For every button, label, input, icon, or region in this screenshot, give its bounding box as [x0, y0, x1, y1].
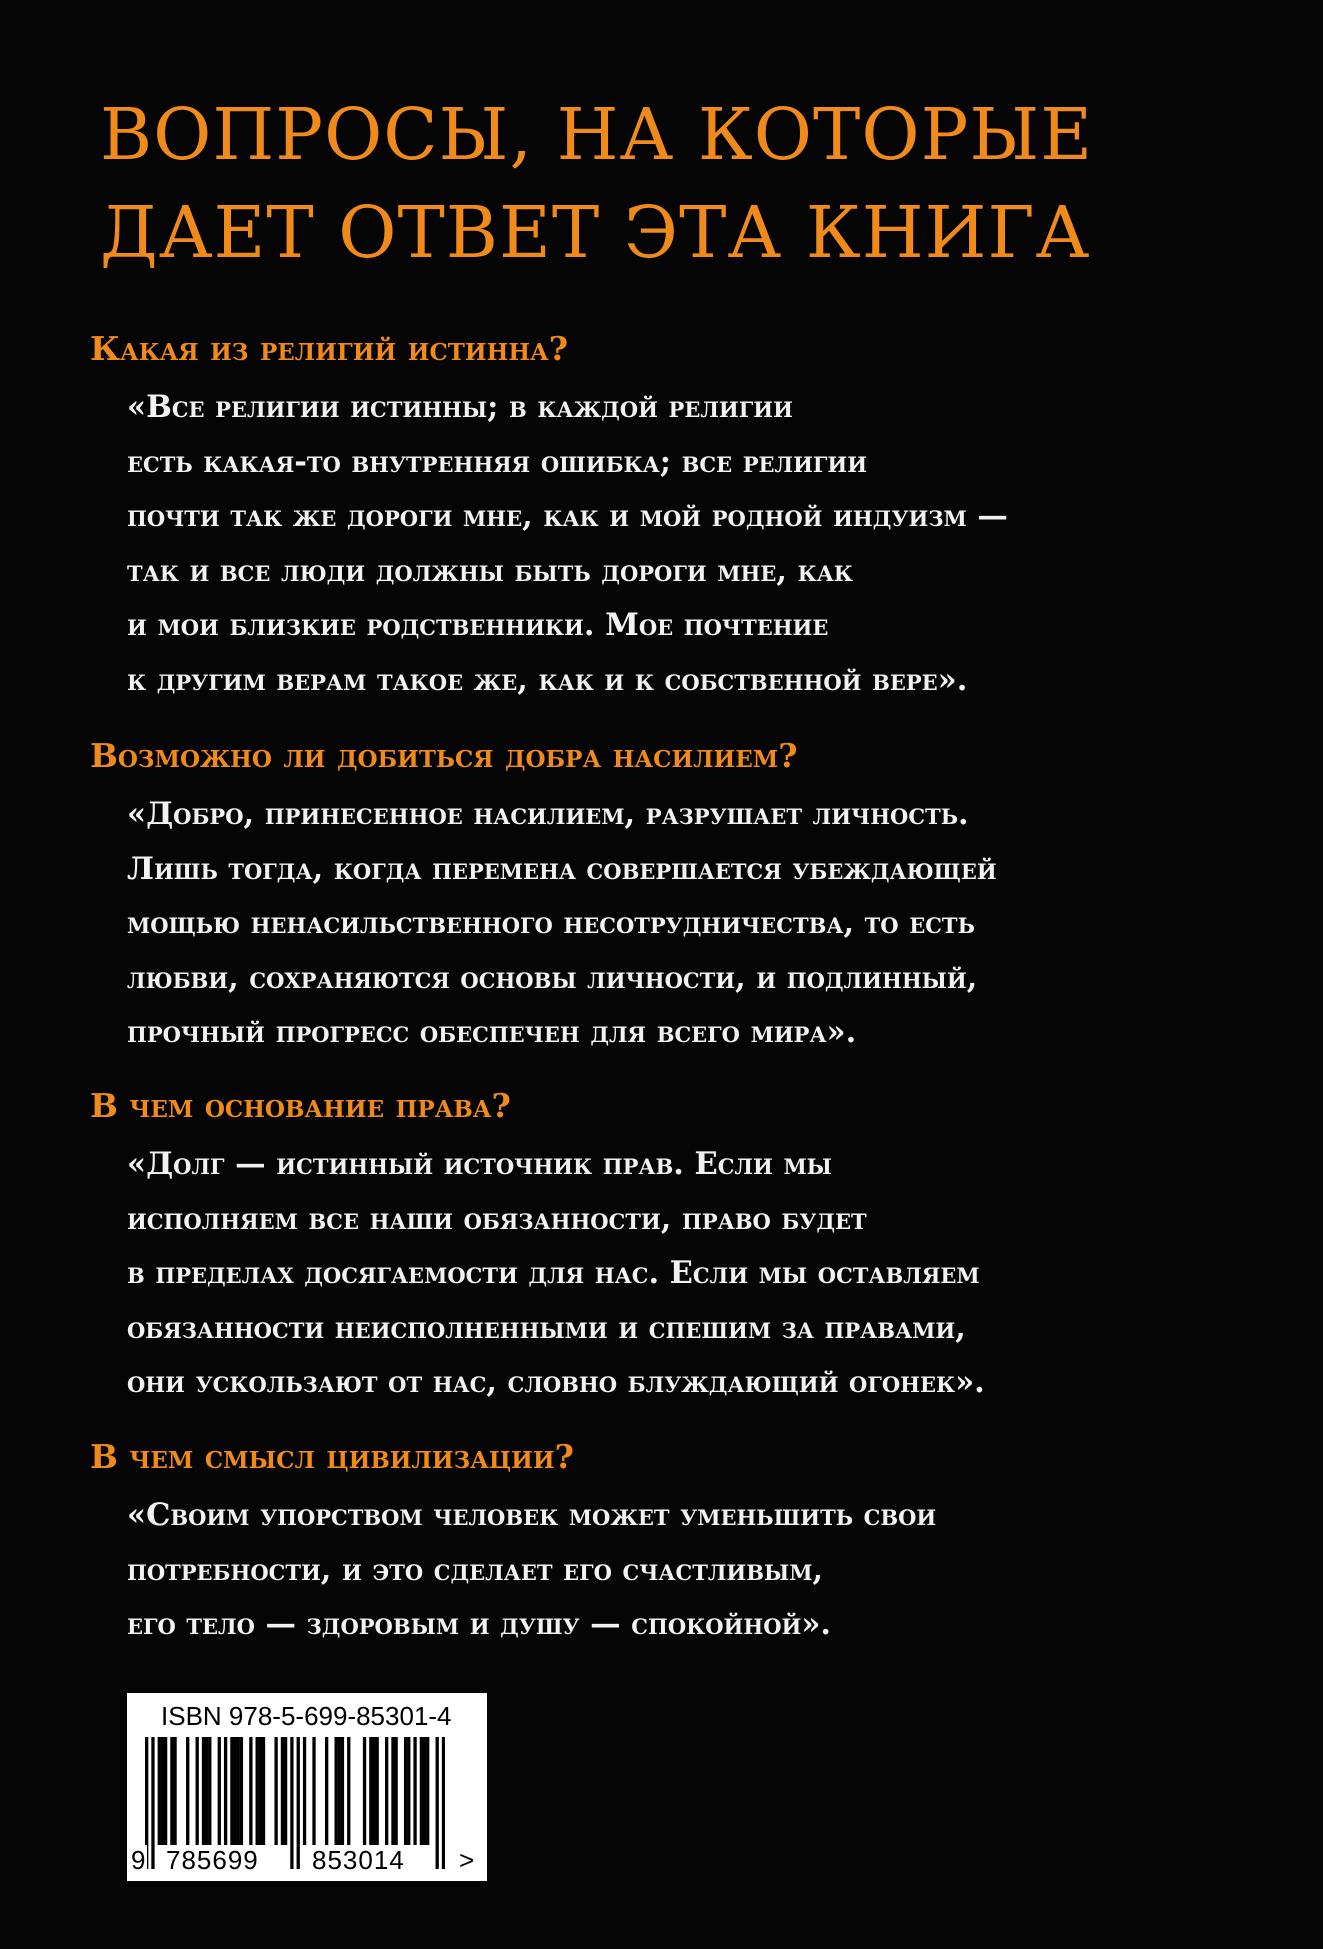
barcode-bar [205, 1737, 208, 1845]
quote-line: «Добро, принесенное насилием, разрушает личность. [127, 796, 969, 832]
barcode-bar [404, 1737, 407, 1845]
quote-line: и мои близкие родственники. Мое почтение [127, 607, 829, 643]
barcode-bar [312, 1737, 315, 1845]
quote-line: «Долг — истинный источник прав. Если мы [127, 1146, 832, 1182]
barcode-bar [274, 1737, 277, 1845]
barcode-bar [413, 1737, 416, 1845]
barcode-bar [436, 1737, 439, 1869]
quote-line: есть какая-то внутренняя ошибка; все религии [127, 443, 868, 480]
barcode-bar [262, 1737, 265, 1845]
quote-rights [127, 1137, 985, 1410]
barcode-digits-right: 853014 [309, 1845, 408, 1875]
barcode-bar [233, 1737, 236, 1845]
barcode-bar [363, 1737, 366, 1845]
barcode-bar [423, 1737, 426, 1845]
barcode-digit-first: 9 [131, 1845, 146, 1875]
barcode-bar [325, 1737, 328, 1845]
barcode-bar [347, 1737, 350, 1845]
quote-line: любви, сохраняются основы личности, и подлинный, [127, 959, 978, 996]
barcode-bar [426, 1737, 429, 1845]
barcode-bar [208, 1737, 211, 1845]
barcode-bar [237, 1737, 240, 1845]
barcode-bar [391, 1737, 394, 1845]
barcode-arrow: > [459, 1845, 475, 1875]
barcode-bar [281, 1737, 284, 1845]
quote-line: потребности, и это сделает его счастливым, [127, 1551, 824, 1588]
barcode-bar [290, 1737, 293, 1869]
quote-line: «Все религии истинны; в каждой религии [127, 389, 793, 425]
quote-line: почти так же дороги мне, как и мой родной индуизм — [127, 498, 1008, 534]
quote-line: исполняем все наши обязанности, право будет [127, 1200, 867, 1237]
quote-line: его тело — здоровым и душу — спокойной». [127, 1606, 832, 1642]
barcode-bar [442, 1737, 445, 1869]
barcode-bar [341, 1737, 344, 1845]
barcode-bar [240, 1737, 243, 1845]
quote-line: так и все люди должны быть дороги мне, как [127, 552, 853, 589]
barcode-bar [196, 1737, 199, 1845]
barcode-bar [218, 1737, 221, 1845]
barcode-bar [164, 1737, 167, 1845]
barcode-bar [420, 1737, 423, 1845]
quote-line: мощью ненасильственного несотрудничества, то есть [127, 905, 975, 941]
barcode-bar [372, 1737, 375, 1845]
barcode-bar [151, 1737, 154, 1869]
isbn-barcode [127, 1693, 487, 1881]
question-heading-rights: В чем основание права? [90, 1086, 511, 1125]
main-title [100, 86, 1250, 282]
quote-civilization [127, 1488, 936, 1652]
barcode-bar [334, 1737, 337, 1845]
barcode-bar [394, 1737, 397, 1845]
barcode-bar [284, 1737, 287, 1845]
barcode-bar [376, 1737, 379, 1845]
barcode-bar [385, 1737, 388, 1845]
main-title-line-1: ВОПРОСЫ, НА КОТОРЫЕ [100, 93, 1094, 176]
barcode-bar [170, 1737, 173, 1845]
quote-line: обязанности неисполненными и спешим за правами, [127, 1309, 966, 1346]
barcode-bar [297, 1737, 300, 1869]
barcode-bar [202, 1737, 205, 1845]
barcode-bar [338, 1737, 341, 1845]
barcode-bar [161, 1737, 164, 1845]
quote-line: Лишь тогда, когда перемена совершается убеждающей [127, 850, 997, 887]
barcode-bar [158, 1737, 161, 1845]
barcode-bar [303, 1737, 306, 1845]
barcode-bar [407, 1737, 410, 1845]
quote-line: прочный прогресс обеспечен для всего мира». [127, 1014, 857, 1050]
quote-line: они ускользают от нас, словно блуждающий огонек». [127, 1364, 985, 1400]
barcode-bar [259, 1737, 262, 1845]
quote-religion [127, 380, 1008, 707]
barcode-bar [230, 1737, 233, 1845]
quote-line: к другим верам такое же, как и к собственной вере». [127, 661, 968, 698]
barcode-digits-left: 785699 [163, 1845, 262, 1875]
question-heading-religion: Какая из религий истинна? [90, 329, 569, 368]
quote-line: «Своим упорством человек может уменьшить свои [127, 1497, 937, 1533]
barcode-bar [369, 1737, 372, 1845]
question-heading-civilization: В чем смысл цивилизации? [90, 1437, 574, 1476]
barcode-bar [256, 1737, 259, 1845]
barcode-bar [186, 1737, 189, 1845]
quote-violence [127, 787, 997, 1060]
barcode-bar [224, 1737, 227, 1845]
question-heading-violence: Возможно ли добиться добра насилием? [90, 736, 798, 775]
quote-line: в пределах досягаемости для нас. Если мы оставляем [127, 1255, 980, 1291]
isbn-label: ISBN 978-5-699-85301-4 [161, 1701, 452, 1731]
barcode-bar [173, 1737, 176, 1845]
barcode-bar [249, 1737, 252, 1845]
main-title-line-2: ДАЕТ ОТВЕТ ЭТА КНИГА [100, 191, 1091, 274]
